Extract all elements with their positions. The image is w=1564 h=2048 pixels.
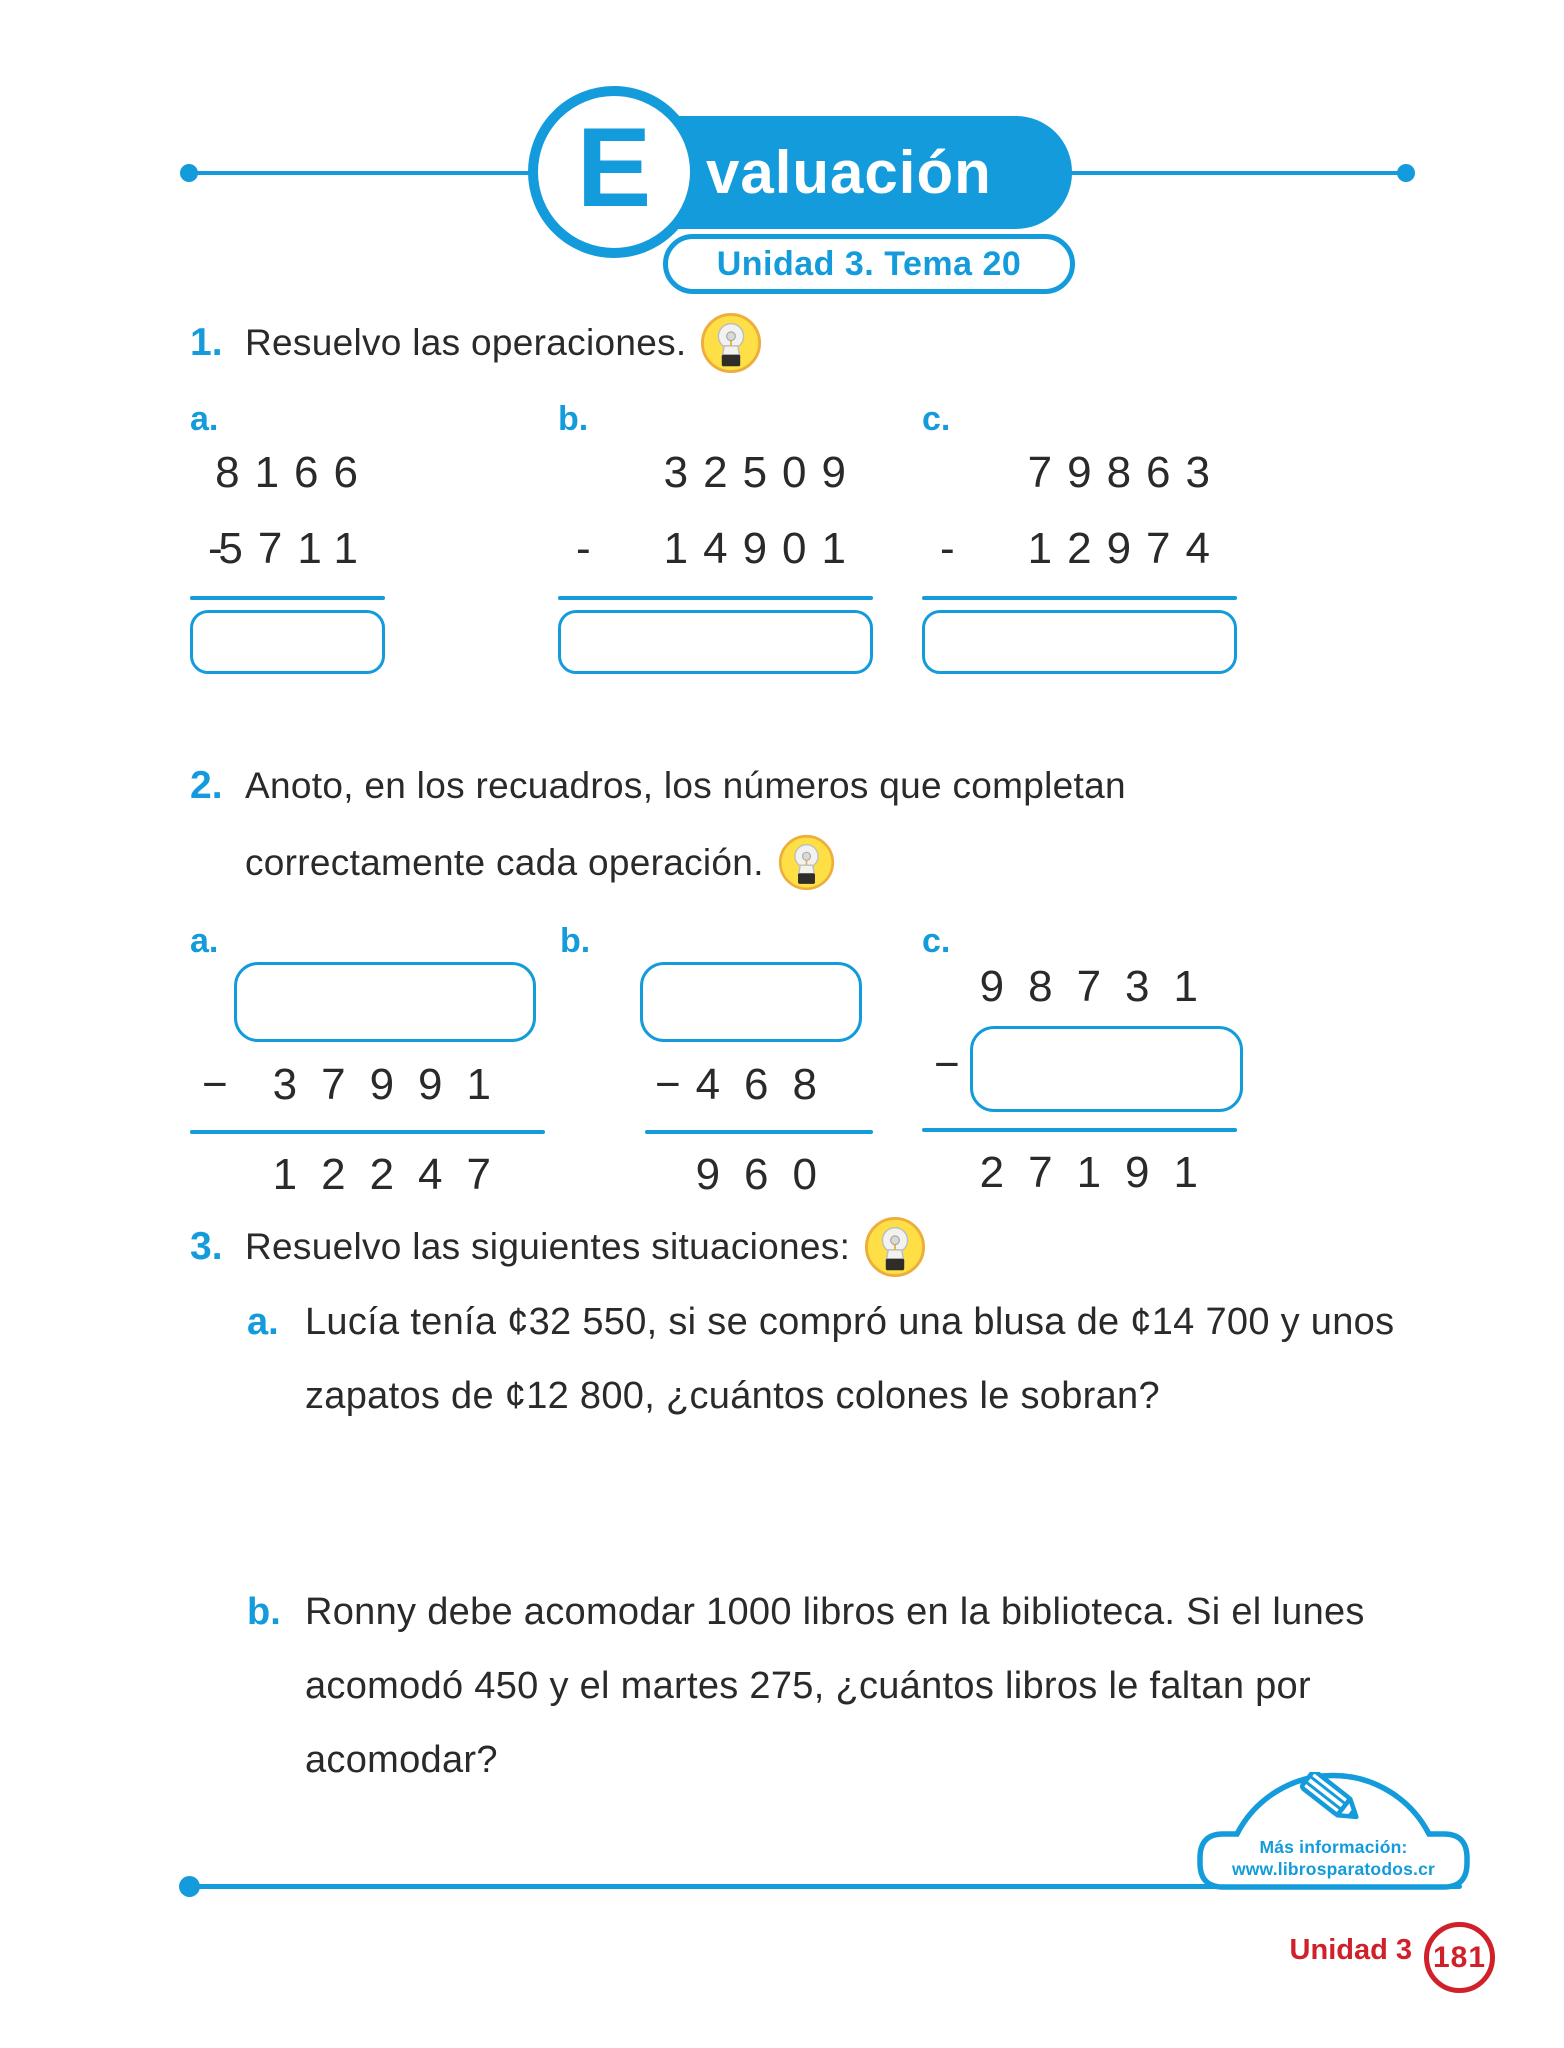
footer-unit-label: Unidad 3 [1289, 1934, 1412, 1966]
difference: 27191 [979, 1148, 1222, 1197]
minuend: 79863 [1027, 448, 1225, 497]
subtraction-rule [190, 1130, 545, 1134]
header-rule-left [190, 171, 535, 175]
minus-sign: − [934, 1040, 960, 1089]
minus-sign: - [576, 524, 591, 573]
problem-label: b. [558, 400, 589, 438]
difference: 960 [695, 1150, 841, 1199]
evaluation-initial: E [576, 105, 652, 230]
situation-label: a. [247, 1301, 279, 1343]
exercise2-heading-line2 [245, 834, 835, 891]
situation-b-line1: Ronny debe acomodar 1000 libros en la biblioteca. Si el lunes [305, 1591, 1365, 1633]
subtraction-rule [558, 596, 873, 600]
minuend: 98731 [979, 962, 1222, 1011]
minus-sign: − [655, 1060, 681, 1109]
situation-b-line2: acomodó 450 y el martes 275, ¿cuántos libros le faltan por [305, 1665, 1311, 1707]
situation-a-line2: zapatos de ¢12 800, ¿cuántos colones le sobran? [305, 1375, 1160, 1417]
subtraction-rule [190, 596, 385, 600]
minuend: 8166 [215, 448, 373, 497]
more-info-bubble[interactable] [1197, 1772, 1470, 1890]
lightbulb-icon [700, 312, 762, 374]
lightbulb-icon [778, 834, 835, 891]
exercise1-number: 1. [190, 321, 223, 364]
subtraction-rule [922, 596, 1237, 600]
problem-label: a. [190, 400, 219, 438]
exercise2-prompt-line1: Anoto, en los recuadros, los números que completan [245, 765, 1126, 806]
answer-box-1b[interactable] [558, 610, 873, 674]
missing-minuend-box-2b[interactable] [640, 962, 862, 1042]
minus-sign: - [208, 524, 223, 573]
unit-topic-label: Unidad 3. Tema 20 [716, 244, 1022, 283]
minus-sign: - [940, 524, 955, 573]
difference: 12247 [272, 1150, 515, 1199]
exercise3-number: 3. [190, 1225, 223, 1268]
exercise2-prompt-line2: correctamente cada operación. [245, 841, 764, 883]
situation-a-line1: Lucía tenía ¢32 550, si se compró una blusa de ¢14 700 y unos [305, 1301, 1395, 1343]
problem-label: c. [922, 400, 951, 438]
subtrahend: 14901 [663, 524, 861, 573]
unit-topic-badge [663, 234, 1075, 294]
problem-label: b. [560, 922, 591, 960]
missing-subtrahend-box-2c[interactable] [970, 1026, 1243, 1112]
minus-sign: − [202, 1060, 228, 1109]
lightbulb-icon [864, 1216, 926, 1278]
evaluation-logo-circle [528, 86, 700, 258]
exercise1-heading [190, 312, 762, 374]
answer-box-1a[interactable] [190, 610, 385, 674]
subtraction-rule [922, 1128, 1237, 1132]
situation-a [247, 1285, 1394, 1433]
subtrahend: 5711 [218, 524, 373, 573]
situation-label: b. [247, 1591, 281, 1633]
problem-label: c. [922, 922, 951, 960]
banner-title: valuación [706, 139, 992, 206]
situation-b [247, 1575, 1365, 1797]
exercise3-heading [190, 1216, 926, 1278]
minuend: 32509 [663, 448, 861, 497]
subtrahend: 468 [695, 1060, 841, 1109]
header-rule-right [1070, 171, 1406, 175]
page-number-badge [1424, 1922, 1495, 1993]
missing-minuend-box-2a[interactable] [234, 962, 536, 1042]
subtraction-rule [645, 1130, 873, 1134]
exercise3-prompt: Resuelvo las siguientes situaciones: [245, 1226, 851, 1267]
exercise2-heading [190, 764, 1126, 808]
subtrahend: 12974 [1027, 524, 1225, 573]
page-number: 181 [1432, 1940, 1487, 1974]
subtrahend: 37991 [272, 1060, 515, 1109]
problem-label: a. [190, 922, 219, 960]
more-info-url[interactable]: www.librosparatodos.cr [1231, 1859, 1436, 1879]
answer-box-1c[interactable] [922, 610, 1237, 674]
situation-b-line3: acomodar? [305, 1739, 498, 1781]
exercise1-prompt: Resuelvo las operaciones. [245, 322, 687, 363]
exercise2-number: 2. [190, 764, 223, 807]
more-info-label: Más información: [1259, 1837, 1408, 1857]
